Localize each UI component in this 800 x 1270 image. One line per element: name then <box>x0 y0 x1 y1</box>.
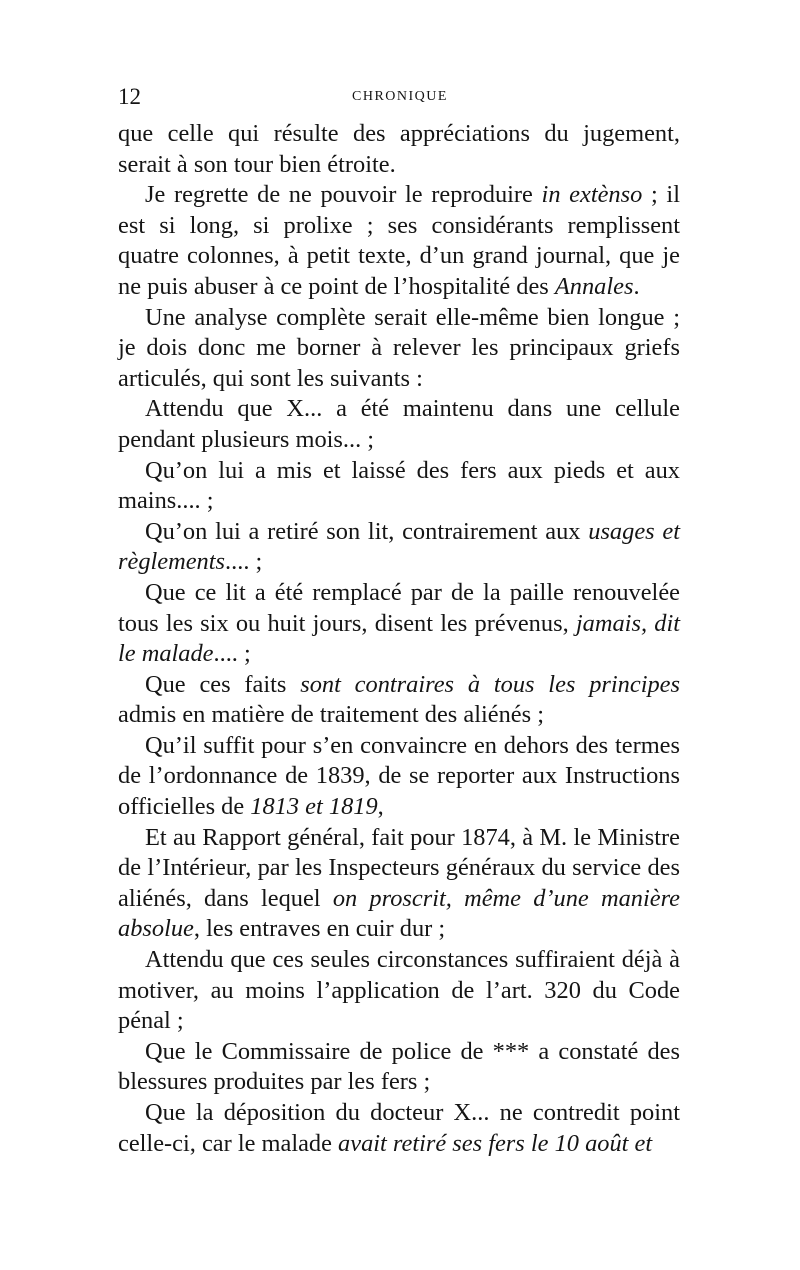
text-segment: admis en matière de traitement des aliénés ; <box>118 701 544 729</box>
paragraph-deposition <box>118 1098 680 1159</box>
paragraph-cellule <box>118 394 680 455</box>
paragraph-paille <box>118 578 680 670</box>
text-segment: . <box>633 272 640 300</box>
text-segment: Une analyse complète serait elle-même bien longue ; je dois donc me borner à relever les principaux griefs articulés, qui sont les suivants : <box>118 303 680 392</box>
paragraph-code-penal <box>118 945 680 1037</box>
paragraph-continuation <box>118 119 680 180</box>
text-segment: , les entraves en cuir dur ; <box>193 915 446 943</box>
text-segment: Et au Rapport général, fait pour 1874, à M. le Ministre de l’Intérieur, par les Inspecteurs généraux du service des aliénés, dans lequel <box>118 823 680 912</box>
italic-segment: jamais, dit le malade <box>118 609 681 668</box>
paragraph-analysis <box>118 303 680 395</box>
text-segment: .... ; <box>225 548 263 576</box>
italic-segment: avait retiré ses fers le 10 août et <box>338 1129 653 1157</box>
paragraph-ordonnance <box>118 731 680 823</box>
italic-segment: 1813 et 1819 <box>250 793 378 821</box>
text-segment: Qu’il suffit pour s’en convaincre en dehors des termes de l’ordonnance de 1839, de se reporter aux Instructions officielles de <box>118 731 680 821</box>
text-segment: Que ces faits <box>145 670 301 698</box>
italic-segment: sont contraires à tous les principes <box>300 670 680 698</box>
italic-segment: usages et règlements <box>118 517 680 576</box>
paragraph-fers <box>118 456 680 517</box>
paragraph-principes <box>118 670 680 731</box>
text-segment: Qu’on lui a mis et laissé des fers aux pieds et aux mains.... ; <box>118 456 680 515</box>
paragraph-lit <box>118 517 680 578</box>
italic-segment: on proscrit, même d’une manière absolue <box>118 884 680 943</box>
text-segment: Attendu que ces seules circonstances suffiraient déjà à motiver, au moins l’application de l’art. 320 du Code pénal ; <box>118 946 680 1035</box>
text-segment: Qu’on lui a retiré son lit, contrairement aux <box>145 517 589 545</box>
page-number: 12 <box>118 84 141 109</box>
running-title: CHRONIQUE <box>352 89 448 104</box>
text-segment: Que le Commissaire de police de *** a constaté des blessures produites par les fers ; <box>118 1037 680 1096</box>
paragraph-regret <box>118 180 680 302</box>
text-segment: Je regrette de ne pouvoir le reproduire <box>145 181 542 209</box>
text-segment: Attendu que X... a été maintenu dans une cellule pendant plusieurs mois... ; <box>118 395 680 453</box>
paragraph-commissaire <box>118 1037 680 1098</box>
text-segment: ; il est si long, si prolixe ; ses considérants remplissent quatre colonnes, à petit texte, d’un grand journal, que je ne puis abuser à ce point de l’hospitalité des <box>118 181 680 300</box>
text-segment: Que ce lit a été remplacé par de la paille renouvelée tous les six ou huit jours, disent les prévenus, <box>118 578 680 637</box>
paragraph-rapport <box>118 823 680 945</box>
running-head <box>118 84 682 110</box>
text-segment: .... ; <box>213 640 251 668</box>
italic-segment: Annales <box>554 272 634 300</box>
text-segment: , <box>377 793 384 821</box>
body-text <box>118 119 680 1159</box>
text-segment: que celle qui résulte des appréciations du jugement, serait à son tour bien étroite. <box>118 120 680 178</box>
text-segment: Que la déposition du docteur X... ne contredit point celle-ci, car le malade <box>118 1099 680 1157</box>
italic-segment: in extènso <box>541 181 643 209</box>
